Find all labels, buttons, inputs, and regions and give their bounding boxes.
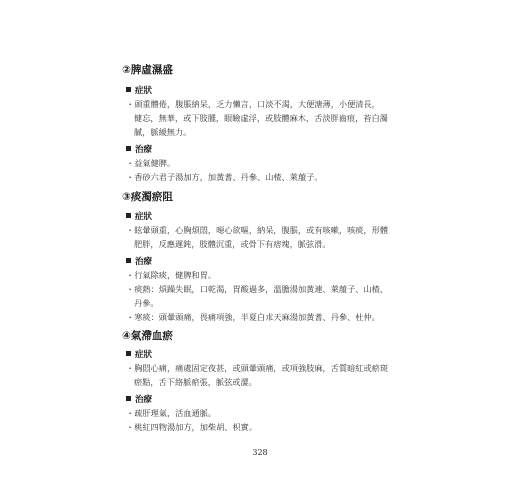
- symptom-line: 瘀點，舌下絡脈瘀張，脈弦或澀。: [134, 377, 257, 387]
- section-title-phlegm-stasis: ③痰濁瘀阻: [122, 191, 173, 203]
- symptom-line: 健忘，無華，或下肢腫，眼瞼虛浮，或肢體麻木，舌淡胖齒痕，苔白濁: [134, 113, 388, 123]
- treatment-line: ・香砂六君子湯加方，加黃耆、丹參、山楂、萊菔子。: [126, 172, 323, 182]
- treatment-heading-label: 治療: [135, 145, 153, 155]
- section-title-spleen-dampness: ②脾虛濕盛: [122, 64, 173, 76]
- treatment-line: ・痰熱：煩躁失眠，口乾渴，胃酸過多，溫膽湯加黃連、萊菔子、山楂、: [126, 284, 389, 294]
- treatment-line: ・疏肝理氣，活血通脈。: [126, 408, 217, 418]
- symptom-line: 膩，脈緩無力。: [134, 127, 192, 137]
- square-bullet-icon: [126, 396, 131, 401]
- square-bullet-icon: [126, 258, 131, 263]
- section-title-qi-stagnation: ④氣滯血瘀: [122, 330, 173, 342]
- square-bullet-icon: [126, 351, 131, 356]
- treatment-line: ・寒痰：頭暈頭痛，畏痛項強，半夏白朮天麻湯加黃耆、丹參、杜仲。: [126, 312, 380, 322]
- square-bullet-icon: [126, 146, 131, 151]
- symptom-heading-label: 症狀: [135, 350, 153, 360]
- symptom-heading: [126, 210, 152, 222]
- treatment-heading-label: 治療: [135, 395, 153, 405]
- symptom-line: ・眩暈頭重，心胸煩悶，噁心欲嘔，納呆，腹脹，或有咳嗽，咳痰，形體: [126, 225, 389, 235]
- square-bullet-icon: [126, 213, 131, 218]
- symptom-heading-label: 症狀: [135, 212, 153, 222]
- symptom-line: ・頭重體倦，腹脹納呆，乏力懶言，口淡不渴，大便溏薄，小便清長，: [126, 99, 380, 109]
- symptom-line: 肥胖，反應遲鈍，肢體沉重，或骨下有痞塊，脈弦滑。: [134, 239, 331, 249]
- treatment-line: ・行氣除痰，健脾和胃。: [126, 270, 217, 280]
- square-bullet-icon: [126, 87, 131, 92]
- treatment-heading-label: 治療: [135, 257, 153, 267]
- symptom-line: ・胸悶心痛，痛處固定夜甚，或頭暈頭痛，或項強肢麻，舌質暗紅或瘀斑: [126, 363, 389, 373]
- treatment-heading: [126, 143, 152, 155]
- symptom-heading: [126, 84, 152, 96]
- symptom-heading-label: 症狀: [135, 86, 153, 96]
- page-number: 328: [252, 448, 268, 457]
- treatment-line: 丹參。: [134, 298, 159, 308]
- treatment-line: ・桃紅四物湯加方，加柴胡、枳實。: [126, 422, 258, 432]
- treatment-line: ・益氣健脾。: [126, 158, 176, 168]
- treatment-heading: [126, 255, 152, 267]
- treatment-heading: [126, 393, 152, 405]
- symptom-heading: [126, 348, 152, 360]
